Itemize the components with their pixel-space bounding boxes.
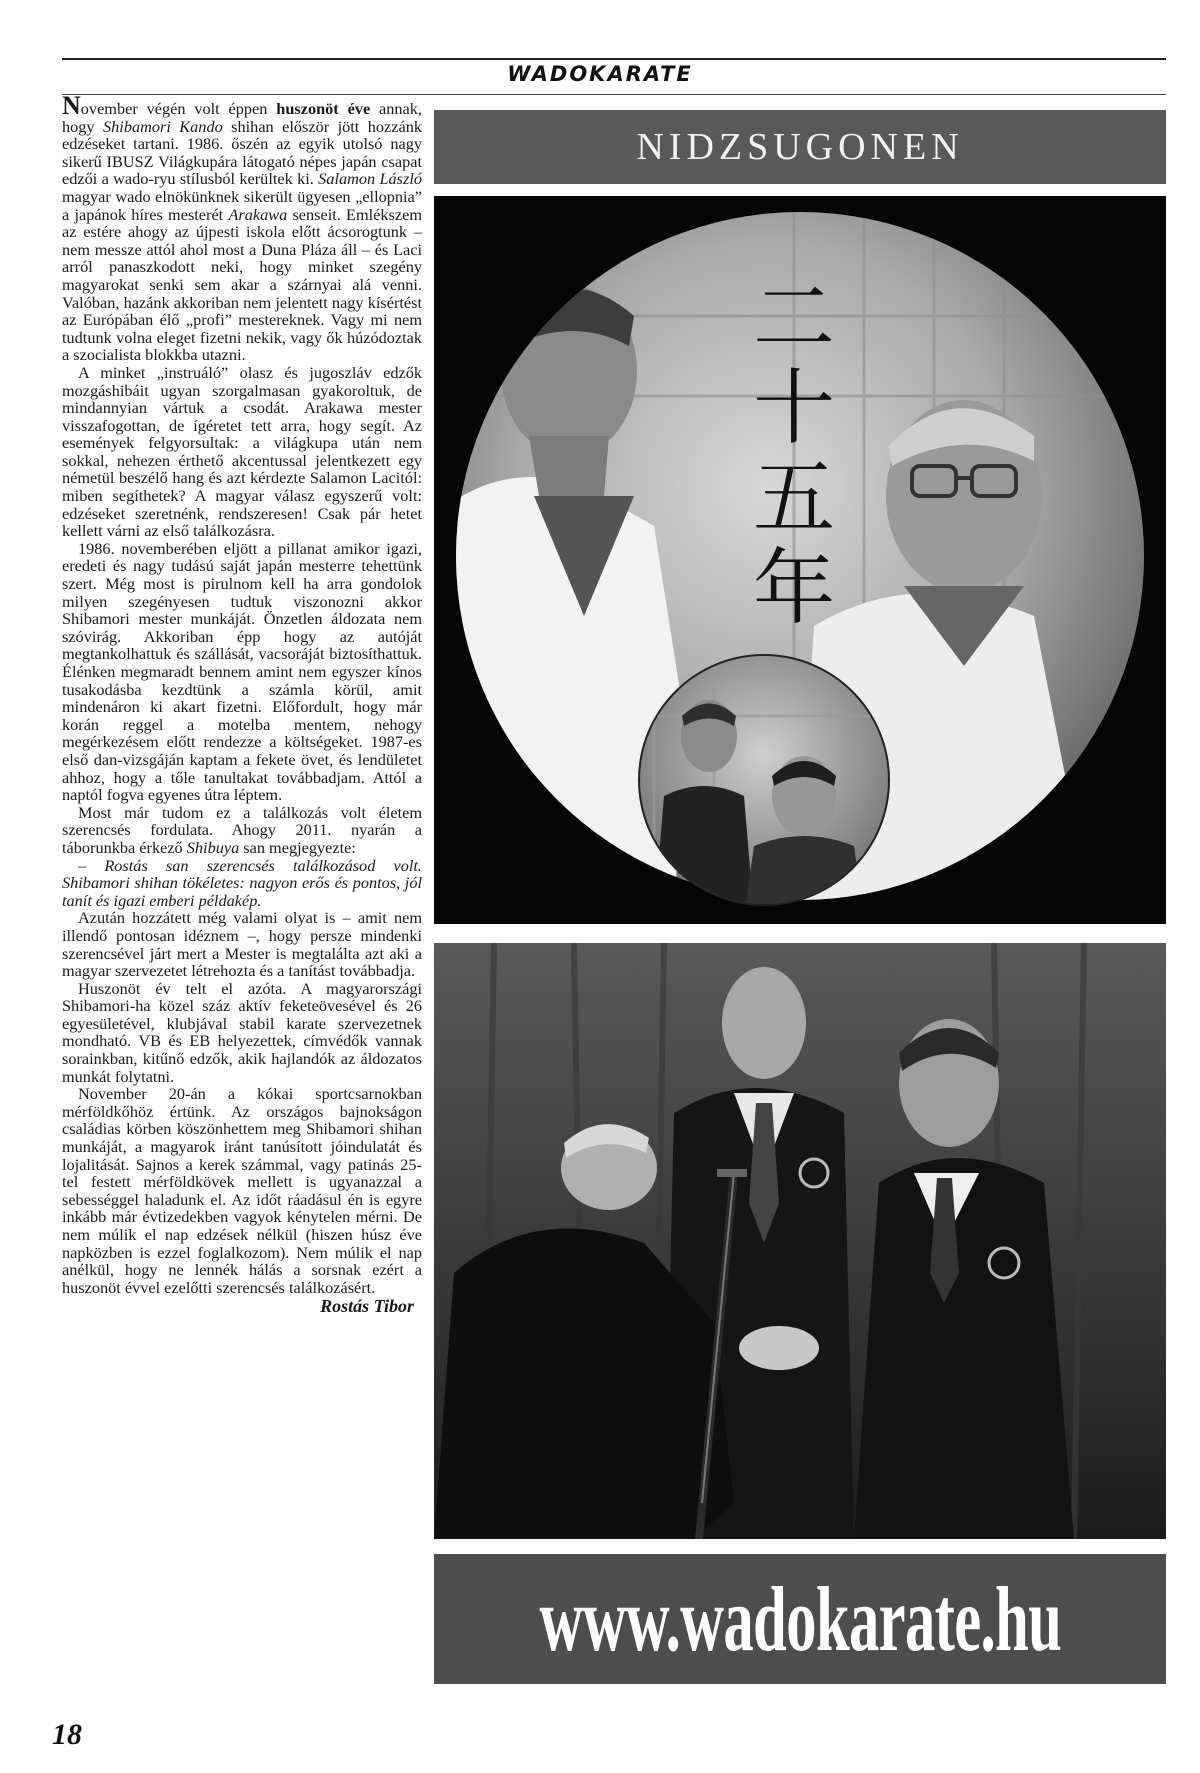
url-banner bbox=[434, 1554, 1166, 1684]
photo-ceremony-illustration bbox=[434, 943, 1166, 1539]
paragraph-quote: – Rostás san szerencsés találkozásod volt. Shibamori shihan tökéletes: nagyon erős és pontos, jól tanít és igazi emberi példakép. bbox=[62, 855, 422, 910]
paragraph-1 bbox=[62, 91, 423, 365]
text-run-italic: Shibamori Kando bbox=[103, 116, 223, 136]
photo-montage-illustration bbox=[434, 196, 1166, 924]
paragraph-3: 1986. novemberében eljött a pillanat amikor igazi, eredeti és nagy tudású saját japán mesterre tehettünk szert. Még most is pirulnom kell ha arra gondolok milyen szegényesen tudtuk viszonozni akkor Shibamori mester munkáját. Önzetlen áldozata nem szóvirág. Akkoriban épp hogy az autóját megtankolhattuk és szállását, vacsoráját biztosíthattuk. Élénken megmaradt bennem amint nem egyszer kínos tusakodásba kezdtünk a számla körül, amit mindenáron ki akart fizetni. Előfordult, hogy már korán reggel a motelba mentem, nehogy megérkezésem előtt rendezze a költségeket. 1987-es első dan-vizsgáján kaptam a fekete övet, és lendületet ahhoz, hogy a tőle tanultakat továbbadjam. Attól a naptól fogva egyenes útra léptem. bbox=[62, 538, 422, 805]
text-run: senseit. Emlékszem az estére ahogy az újpesti iskola előtt ácsorogtunk – nem messze attól ahol most a Duna Pláza áll – és Laci arról panaszkodott neki, hogy minket szegény magyarokat senki sem akar a szárnyai alá venni. Valóban, hazánk akkoriban nem jelentett nagy kísértést az Európában élő „profi” mestereknek. Vagy mi nem tudtunk volna eleget fizetni nekik, vagy ők húzódoztak a szocialista blokkba utazni. bbox=[62, 204, 423, 365]
paragraph-4 bbox=[62, 804, 422, 857]
text-run: annak, hogy bbox=[62, 99, 422, 136]
text-run: shihan először jött hozzánk edzéseket tartani. 1986. őszén az egyik utolsó nagy sikerű IBUSZ Világkupára látogató népes japán csapat edzői a wado-ryu stílusból kerültek ki. bbox=[62, 116, 422, 189]
title-banner bbox=[434, 110, 1166, 184]
drop-cap: N bbox=[62, 91, 81, 120]
kanji-column bbox=[753, 271, 835, 636]
text-run: Most már tudom ez a találkozás volt életem szerencsés fordulata. Ahogy 2011. nyarán a táborunkba érkező bbox=[62, 802, 422, 857]
masthead: WADOKARATE bbox=[507, 62, 693, 86]
header-rule bbox=[62, 58, 1166, 60]
author-signature: Rostás Tibor bbox=[320, 1296, 414, 1317]
paragraph-6: Azután hozzátett még valami olyat is – amit nem illendő pontosan idéznem –, hogy persze mindenki szerencsével járt mert a Mester is megtalálta azt aki a magyar szervezetet létrehozta és a tanítást továbbadja. bbox=[62, 908, 422, 981]
text-run-italic: Shibuya bbox=[186, 837, 240, 857]
photo-montage bbox=[434, 196, 1166, 924]
paragraph-2: A minket „instruáló” olasz és jugoszláv edzők mozgáshibáit ugyan szorgalmasan gyakoroltuk, de mindannyian vártuk a csodát. Arakawa mester visszafogottan, de ígéretet tett arra, hogy segít. Az események felgyorsultak: a világkupa után nem sokkal, nehezen érthető akcentussal jelentkezett egy németül beszélő hang és azt kérdezte Salamon Lacitól: miben segíthetek? A magyar válasz egyszerű volt: edzéseket szeretnénk, rendszeresen! Csak pár hetet kellett várni az első találkozásra. bbox=[62, 362, 422, 541]
kanji-2: 十 bbox=[752, 361, 836, 456]
paragraph-8: November 20-án a kókai sportcsarnokban mérföldkőhöz értünk. Az országos bajnokságon családias körben köszönhettem meg Shibamori shihan munkáját, a magyarok iránt tanúsított jóindulatát és lojalitását. Sajnos a kerek számmal, vagy patinás 25-tel festett mérföldkövek mellett is ugyanazzal a sebességgel haladunk el. Az időt ráadásul én is egyre inkább már évtizedekben vagyok kénytelen mérni. De nem múlik el nap edzések nélkül (hiszen húsz éve napközben is ezzel foglalkozom). Nem múlik el nap anélkül, hogy ne lennék hálás a sorsnak ezért a huszonöt évvel ezelőtti szerencsés találkozásért. bbox=[62, 1084, 422, 1297]
text-run-bold: huszonöt éve bbox=[276, 99, 371, 118]
kanji-4: 年 bbox=[752, 541, 836, 636]
paragraph-7: Huszonöt év telt el azóta. A magyarországi Shibamori-ha közel száz aktív feketeövesével és 26 egyesületével, klubjával stabil karate szervezetnek mondható. VB és EB helyezettek, címvédők vannak sorainkban, kitűnő edzők, akik hajlandók az áldozatos munkát folytatni. bbox=[62, 978, 422, 1086]
text-run: magyar wado elnökünknek sikerült ügyesen „ellopnia” a japánok híres mesterét bbox=[62, 186, 422, 224]
text-run: ovember végén volt éppen bbox=[80, 99, 277, 118]
kanji-3: 五 bbox=[752, 451, 836, 546]
text-run: san megjegyezte: bbox=[239, 837, 356, 857]
title-text: NIDZSUGONEN bbox=[636, 126, 964, 168]
page-number: 18 bbox=[52, 1718, 82, 1751]
photo-ceremony bbox=[434, 943, 1166, 1539]
text-run-italic: Arakawa bbox=[228, 204, 288, 224]
header-rule-lower bbox=[62, 94, 1166, 95]
url-text: www.wadokarate.hu bbox=[539, 1568, 1061, 1670]
text-run-italic: Salamon László bbox=[318, 169, 423, 189]
article-body bbox=[62, 91, 423, 1317]
kanji-1: 二 bbox=[752, 271, 836, 366]
